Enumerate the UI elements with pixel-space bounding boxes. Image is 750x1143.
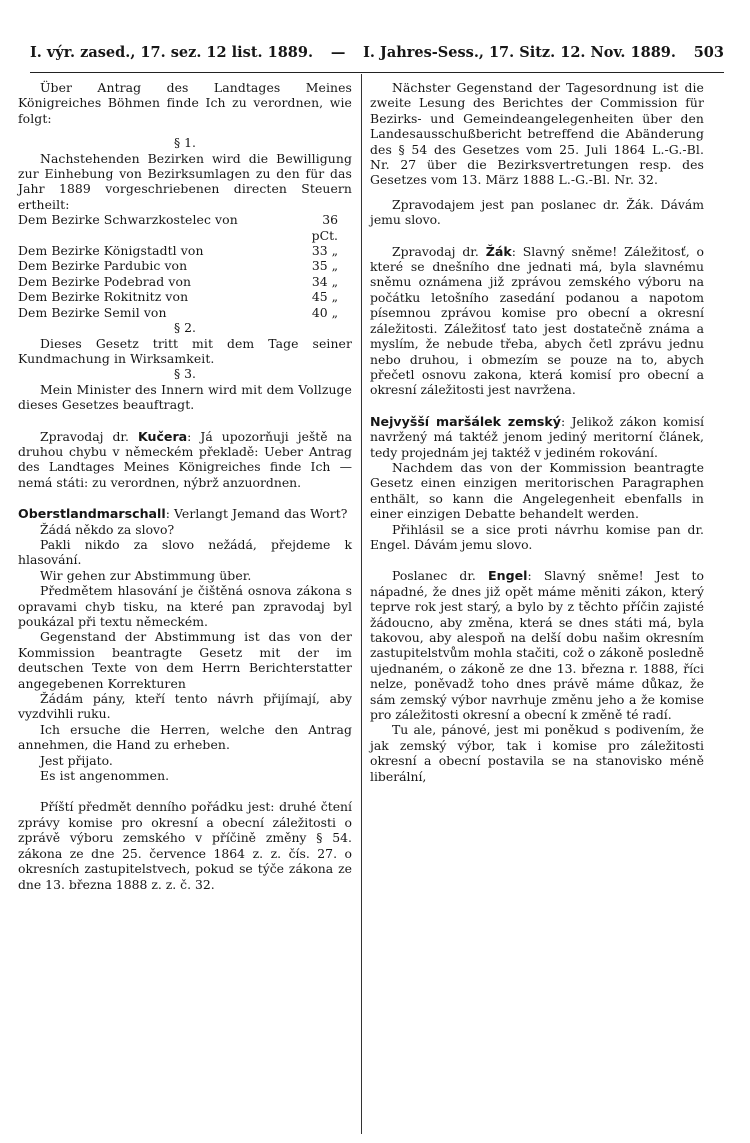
paragraph: Nachdem das von der Kommission beantragte Gesetz einen einzigen meritorischen Paragraphen enthält, so kann die Angelegenheit ebenfalls in einer einzigen Debatte behandelt werden. xyxy=(370,459,704,522)
section-1-text: Nachstehenden Bezirken wird die Bewilligung zur Einhebung von Bezirksumlagen zu den für das Jahr 1889 vorgeschriebenen directen Steuern ertheilt: xyxy=(18,150,352,212)
district-row: Dem Bezirke Rokitnitz von 45 „ xyxy=(18,289,338,305)
header-rule xyxy=(30,72,724,73)
speaker-name: Nejvyšší maršálek zemský xyxy=(370,413,561,429)
paragraph: Přihlásil se a sice proti návrhu komise pan dr. Engel. Dávám jemu slovo. xyxy=(370,521,704,552)
paragraph: Předmětem hlasování je čištěná osnova zákona s opravami chyb tisku, na které pan zpravodaj byl poukázal při textu německém. xyxy=(18,583,352,629)
speaker-name: Oberstlandmarschall xyxy=(18,506,166,522)
section-2-heading: § 2. xyxy=(174,320,196,336)
section-3-text: Mein Minister des Innern wird mit dem Vollzuge dieses Gesetzes beauftragt. xyxy=(18,381,352,413)
district-row: Dem Bezirke Königstadtl von 33 „ xyxy=(18,243,338,259)
header-german: I. Jahres-Sess., 17. Sitz. 12. Nov. 1889. xyxy=(363,44,676,61)
engel-speech: Poslanec dr. Engel: Slavný sněme! Jest to nápadné, že dnes již opět máme měniti zákon, který teprve rok jest starý, a bylo by z těchto příčin zajisté žádoucno, aby změna, která se dnes státi má, byla takovou, aby alespoň na delší dobu našim okresním zastupitelstvům mohla stačiti, což o zákoně posledně ujednaném, o zákoně ze dne 13. března r. 1888, říci nelze, poněvadž toho dnes právě máme důkaz, že sám zemský výbor navrhuje změnu jeho a že komise pro záležitosti okresní a obecní k změně té radí. xyxy=(370,568,704,723)
paragraph: Pakli nikdo za slovo nežádá, přejdeme k hlasování. xyxy=(18,536,352,568)
district-row: Dem Bezirke Semil von 40 „ xyxy=(18,304,338,320)
speaker-name: Žák xyxy=(485,243,512,259)
zak-speech: Zpravodaj dr. Žák: Slavný sněme! Záležitosť, o které se dnešního dne jednati má, byla slavnému sněmu oznámena již zprávou zemského výboru na počátku letošního zasedání podanou a napotom písemnou zprávou komise pro obecní a okresní záležitosti. Záležitosť tato jest dostatečně známa a myslím, že nebude třeba, abych četl zprávu jednu nebo druhou, i obmezím se pouze na to, abych přečetl osnovu zakona, která komisí pro obecní a okresní záležitosti jest navržena. xyxy=(370,243,704,398)
header-separator: — xyxy=(330,44,346,61)
right-column xyxy=(370,80,704,784)
section-1-heading: § 1. xyxy=(174,135,196,151)
district-row: Dem Bezirke Podebrad von 34 „ xyxy=(18,273,338,289)
oberstlandmarschall-speech: Oberstlandmarschall: Verlangt Jemand das Wort? xyxy=(18,506,348,522)
page-header xyxy=(30,44,724,61)
district-row: Dem Bezirke Pardubic von 35 „ xyxy=(18,258,338,274)
vote-result-german: Es ist angenommen. xyxy=(40,768,170,784)
paragraph: Tu ale, pánové, jest mi poněkud s podivením, že jak zemský výbor, tak i komise pro záležitosti okresní a obecní postavila se na stanovisko méně liberální, xyxy=(370,722,704,784)
vote-result-czech: Jest přijato. xyxy=(40,752,113,768)
law-intro: Über Antrag des Landtages Meines Königreiches Böhmen finde Ich zu verordnen, wie folgt: xyxy=(18,80,352,126)
paragraph: Žádá někdo za slovo? xyxy=(40,521,175,537)
paragraph: Zpravodajem jest pan poslanec dr. Žák. Dávám jemu slovo. xyxy=(370,196,704,228)
left-column xyxy=(18,80,352,892)
district-list xyxy=(18,212,352,320)
header-czech: I. výr. zased., 17. sez. 12 list. 1889. xyxy=(30,44,314,61)
paragraph: Ich ersuche die Herren, welche den Antrag annehmen, die Hand zu erheben. xyxy=(18,721,352,753)
section-2-text: Dieses Gesetz tritt mit dem Tage seiner Kundmachung in Wirksamkeit. xyxy=(18,335,352,366)
paragraph: Nächster Gegenstand der Tagesordnung ist die zweite Lesung des Berichtes der Commission für Bezirks- und Gemeindeangelegenheiten über den Landesausschußbericht betreffend die Abänderung des § 54 des Gesetzes vom 25. Juli 1864 L.-G.-Bl. Nr. 27 über die Bezirksvertretungen resp. des Gesetzes vom 13. März 1888 L.-G.-Bl. Nr. 32. xyxy=(370,80,704,188)
kucera-speech: Zpravodaj dr. Kučera: Já upozorňuji ještě na druhou chybu v německém překladě: Ueber Antrag des Landtages Meines Königreiches finde Ich — nemá státi: zu verordnen, nýbrž anzuordnen. xyxy=(18,428,352,490)
column-divider xyxy=(361,74,362,1134)
paragraph: Gegenstand der Abstimmung ist das von der Kommission beantragte Gesetz mit der im deutschen Texte von dem Herrn Berichterstatter angegebenen Korrekturen xyxy=(18,629,352,691)
paragraph: Žádám pány, kteří tento návrh přijímají, aby vyzdvihli ruku. xyxy=(18,691,352,722)
speaker-name: Engel xyxy=(488,568,528,584)
speaker-name: Kučera xyxy=(137,428,188,444)
district-row: Dem Bezirke Schwarzkostelec von 36 pCt. xyxy=(18,212,338,243)
section-3-heading: § 3. xyxy=(174,366,196,382)
page-number: 503 xyxy=(693,44,724,61)
marsalek-speech: Nejvyšší maršálek zemský: Jelikož zákon komisí navržený má taktéž jenom jediný meritorní článek, tedy projednám jej taktéž v jediném rokování. xyxy=(370,413,705,460)
paragraph: Wir gehen zur Abstimmung über. xyxy=(40,567,252,583)
paragraph: Příští předmět denního pořádku jest: druhé čtení zprávy komise pro okresní a obecní záležitosti o zprávě výboru zemského v příčině změny § 54. zákona ze dne 25. července 1864 z. z. čís. 27. o okresních zastupitelstvech, pokud se týče zákona ze dne 13. března 1888 z. z. č. 32. xyxy=(18,799,352,892)
